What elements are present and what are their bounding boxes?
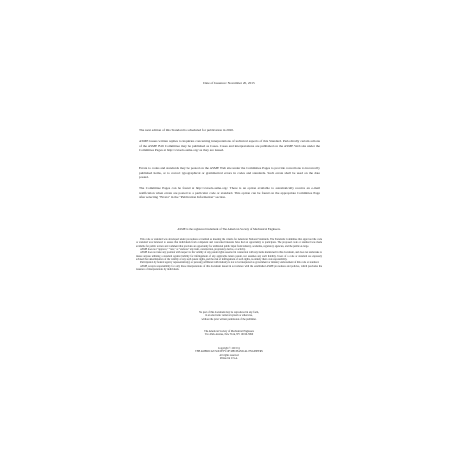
issuance-date: Date of Issuance: November 20, 2015 <box>203 81 255 85</box>
legal-disclaimer <box>136 238 322 271</box>
errata-paragraph: Errata to codes and standards may be posted on the ASME Web site under the Committee Pages to provide corrections to incorrectly published items, or to correct typographical or grammatical errors in codes and standards. Such errata shall be used on the date posted. <box>139 166 320 180</box>
next-edition-paragraph: The next edition of this Standard is scheduled for publication in 2020. <box>139 128 234 132</box>
trademark-notice: ASME is the registered trademark of The American Society of Mechanical Engineers. <box>177 227 281 231</box>
reproduction-notice: No part of this document may be reproduced in any form, in an electronic retrieval system or otherwise, without the prior written permission of the publisher. <box>199 311 259 321</box>
publisher-address: The American Society of Mechanical Engineers Two Park Avenue, New York, NY 10016-5990 <box>204 330 254 337</box>
legal-paragraph: This code or standard was developed under procedures accredited as meeting the criteria for American National Standards. The Standards Committee that approved the code or standard was balanced to assure that individuals from competent and concerned interests have had an opportunity to participate. The proposed code or standard was made available for public review and comment that provides an opportunity for additional public input from industry, academia, regulatory agencies, and the public-at-large. <box>136 238 322 248</box>
committee-pages-paragraph: The Committee Pages can be found at http://cstools.asme.org/. There is an option available to automatically receive an e-mail notification when errata are posted to a particular code or standard. This option can be found on the appropriate Committee Page after selecting "Errata" in the "Publication Information" section. <box>139 186 320 200</box>
legal-paragraph: ASME accepts responsibility for only those interpretations of this document issued in accordance with the established ASME procedures and policies, which precludes the issuance of interpretations by individuals. <box>136 264 322 272</box>
legal-paragraph: ASME does not "approve," "rate," or "endorse" any item, construction, proprietary device, or activity. <box>140 248 246 252</box>
legal-paragraph: Participation by federal agency representative(s) or person(s) affiliated with industry is not to be interpreted as government or industry endorsement of this code or standard. <box>140 261 320 265</box>
legal-paragraph: ASME does not take any position with respect to the validity of any patent rights asserted in connection with any items mentioned in this document, and does not undertake to insure anyone utilizing a standard against liability for infringement of any applicable letters patent, nor assumes any such liability. Users of a code or standard are expressly advised that determination of the validity of any such patent rights, and the risk of infringement of such rights, is entirely their own responsibility. <box>136 251 322 262</box>
copyright-notice: Copyright © 2015 by THE AMERICAN SOCIETY OF MECHANICAL ENGINEERS All rights reserved Printed in U.S.A. <box>195 347 263 361</box>
interpretations-paragraph: ASME issues written replies to inquiries concerning interpretations of technical aspects of this Standard. Periodically certain actions of the ASME B16 Committee may be published as Cases. Cases and interpretations are published on the ASME Web site under the Committee Pages at http://cstools.asme.org/ as they are issued. <box>139 139 320 153</box>
